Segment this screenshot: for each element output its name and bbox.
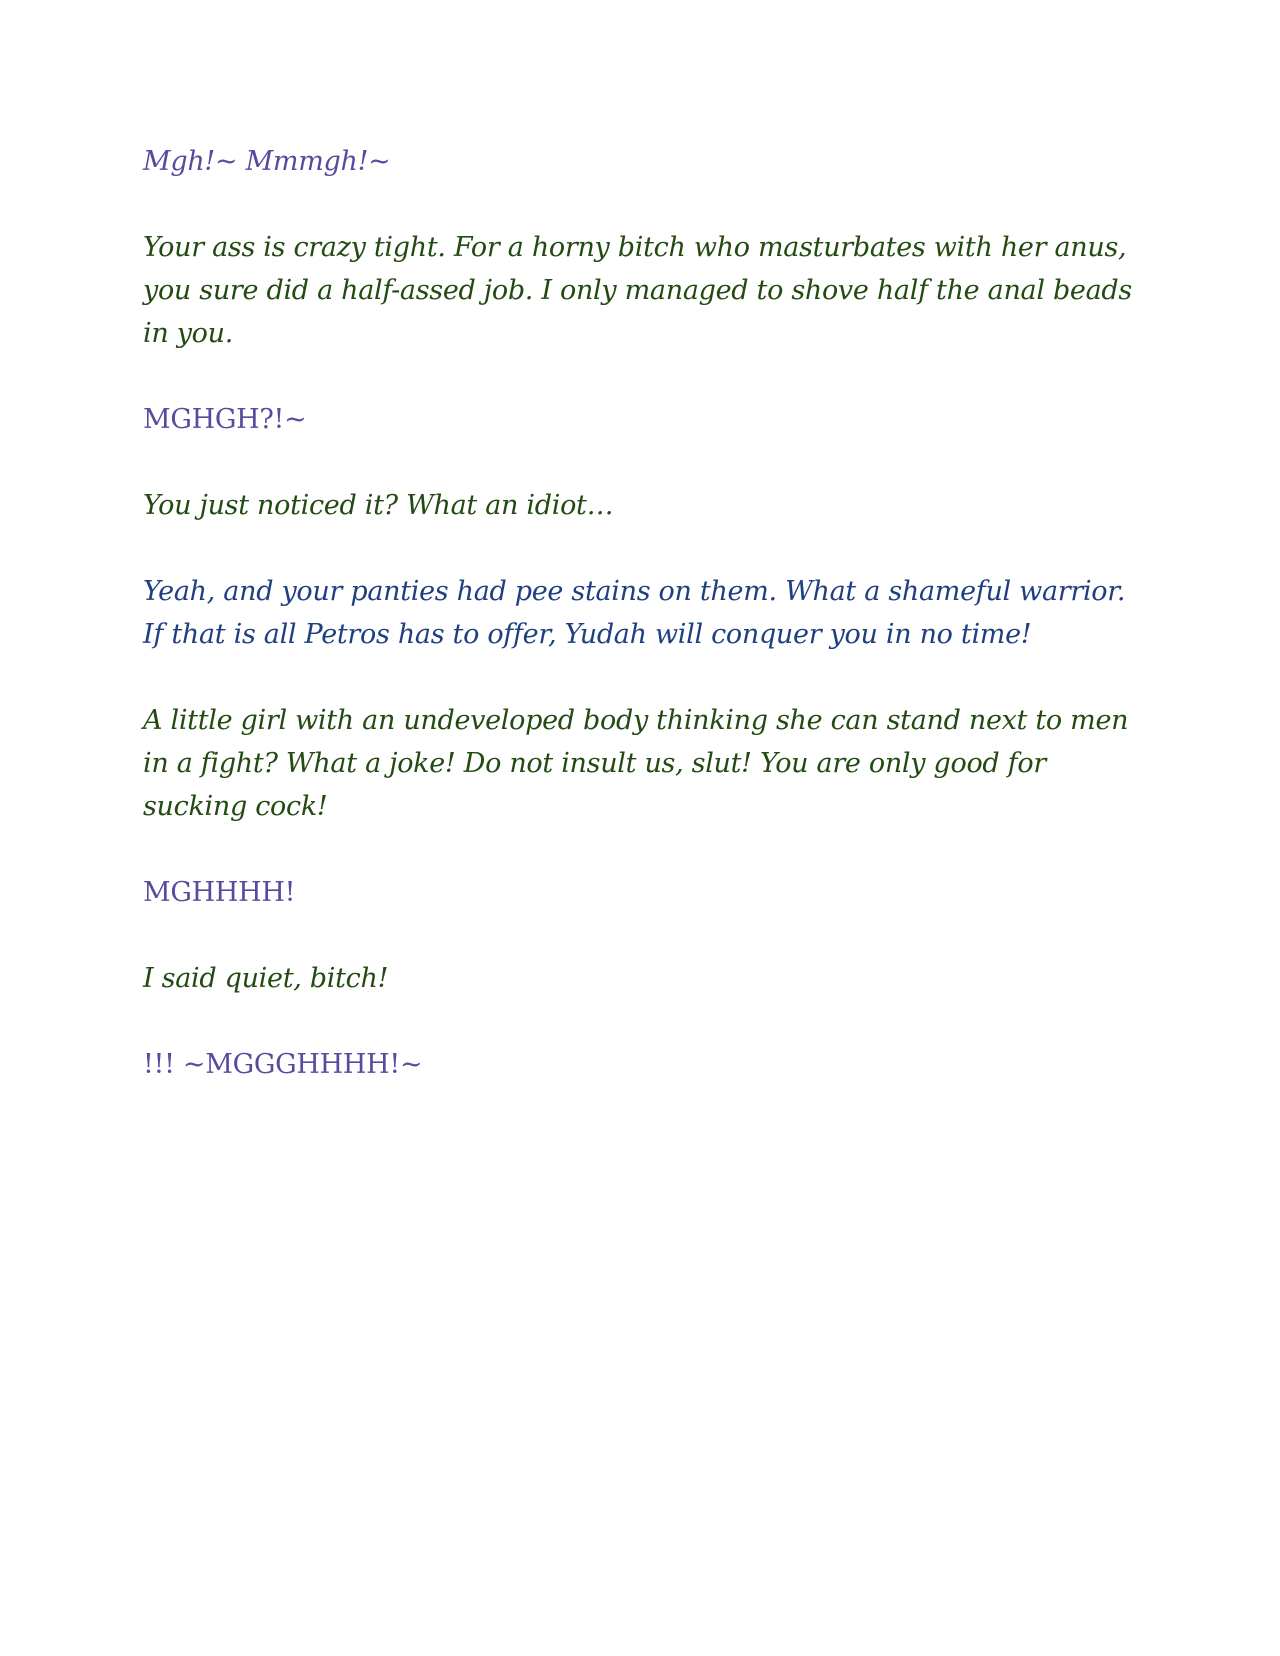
dialogue-line: You just noticed it? What an idiot…: [143, 490, 614, 521]
dialogue-line: Mgh!~ Mmmgh!~: [143, 146, 391, 177]
dialogue-line: Your ass is crazy tight. For a horny bitch who masturbates with her anus, you sure did a half-assed job. I only managed to shove half the anal beads in you.: [143, 232, 1132, 349]
dialogue-line: MGHGH?!~: [143, 404, 307, 435]
dialogue-line: A little girl with an undeveloped body thinking she can stand next to men in a fight? What a joke! Do not insult us, slut! You are only good for sucking cock!: [143, 705, 1129, 822]
document-body: [143, 140, 1133, 1129]
dialogue-line: I said quiet, bitch!: [143, 963, 389, 994]
dialogue-line: Yeah, and your panties had pee stains on them. What a shameful warrior. If that is all Petros has to offer, Yudah will conquer you in no time!: [143, 576, 1126, 650]
dialogue-line: MGHHHH!: [143, 877, 296, 908]
dialogue-line: !!! ~MGGGHHHH!~: [143, 1049, 423, 1080]
